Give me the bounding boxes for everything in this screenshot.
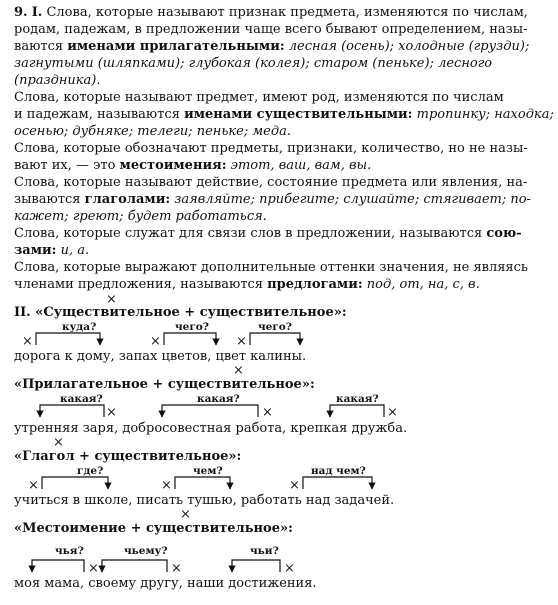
main-word-mark: × [106,292,117,307]
group3-phrases: учиться в школе, писать тушью, работать над задачей. [14,493,395,508]
p1-line5: (праздника). [14,73,101,88]
group4-question-3: чьи? [250,545,279,557]
main-word-mark: × [233,363,244,378]
p1-line3: ваются именами прилагательными: лесная (осень); холодные (грузди); [14,39,530,54]
group4-question-2: чьему? [124,545,168,557]
term-nouns: именами существительными: [184,107,413,122]
term-pronouns: местоимения: [119,158,227,173]
arrow-g1-3 [250,333,300,345]
p4-line1: Слова, которые называют действие, состояние предмета или явления, на- [14,175,528,190]
arrow-g3-3 [303,477,372,489]
group1-question-2: чего? [175,321,209,333]
main-word-mark: × [22,334,33,349]
p3-line1: Слова, которые обозначают предметы, признаки, количество, но не назы- [14,141,528,156]
main-word-mark: × [161,478,172,493]
p3-line2: вают их, — это местоимения: этот, ваш, вам, вы. [14,158,372,173]
group3-question-3: над чем? [311,465,366,477]
p6-line1: Слова, которые выражают дополнительные оттенки значения, не являясь [14,260,528,275]
p5-line2: зами: и, а. [14,243,90,258]
group1-question-1: куда? [62,321,97,333]
main-word-mark: × [150,334,161,349]
arrow-g1-2 [164,333,216,345]
main-word-mark: × [88,561,99,576]
main-word-mark: × [289,478,300,493]
group2-title: «Прилагательное + существительное»: [14,377,315,392]
main-word-mark: × [106,405,117,420]
arrow-g2-3 [330,405,384,417]
p2-line2: и падежам, называются именами существительными: тропинку; находка; [14,107,554,122]
main-word-mark: × [53,435,64,450]
arrow-g3-2 [175,477,230,489]
arrow-g3-1 [42,477,108,489]
group2-question-2: какая? [197,393,240,405]
arrow-g4-3 [232,560,280,572]
main-word-mark: × [236,334,247,349]
group2-question-1: какая? [60,393,103,405]
arrow-g4-2 [102,560,167,572]
group3-question-1: где? [77,465,104,477]
p6-line2: членами предложения, называются предлогами: под, от, на, с, в. [14,277,480,292]
arrow-g2-1 [40,405,104,417]
arrow-g1-1 [36,333,100,345]
main-word-mark: × [180,507,191,522]
part1-roman: I. [31,5,43,20]
group1-phrases: дорога к дому, запах цветов, цвет калины. [14,349,307,364]
main-word-mark: × [28,478,39,493]
p2-line3: осенью; дубняке; телеги; пеньке; меда. [14,124,291,139]
arrow-g4-1 [32,560,84,572]
arrow-g2-2 [162,405,258,417]
exercise-number: 9. [14,5,28,20]
group3-title: «Глагол + существительное»: [14,449,242,464]
p1-line2: родам, падежам, в предложении чаще всего бывают определением, назы- [14,22,528,37]
main-word-mark: × [262,405,273,420]
p2-line1: Слова, которые называют предмет, имеют род, изменяются по числам [14,90,504,105]
group2-question-3: какая? [336,393,379,405]
group1-question-3: чего? [258,321,292,333]
group2-phrases: утренняя заря, добросовестная работа, крепкая дружба. [14,421,408,436]
p5-line1: Слова, которые служат для связи слов в предложении, называются сою- [14,226,522,241]
group3-question-2: чем? [193,465,223,477]
group1-title: II. «Существительное + существительное»: [14,305,347,320]
p4-line2: зываются глаголами: заявляйте; прибегите; слушайте; стягивает; по- [14,192,531,207]
group4-title: «Местоимение + существительное»: [14,521,293,536]
main-word-mark: × [387,405,398,420]
p1-line1: 9. I. Слова, которые называют признак предмета, изменяются по числам, [14,5,528,20]
main-word-mark: × [171,561,182,576]
p4-line3: кажет; греют; будет работаться. [14,209,267,224]
group4-question-1: чья? [55,545,84,557]
main-word-mark: × [284,561,295,576]
term-prepositions: предлогами: [267,277,363,292]
term-conjunctions: сою- [486,226,522,241]
p1-line4: загнутыми (шляпками); глубокая (колея); старом (пеньке); лесного [14,56,493,71]
term-verbs: глаголами: [84,192,171,207]
part2-roman: II. [14,305,31,320]
group4-phrases: моя мама, своему другу, наши достижения. [14,576,317,591]
term-adjectives: именами прилагательными: [67,39,285,54]
